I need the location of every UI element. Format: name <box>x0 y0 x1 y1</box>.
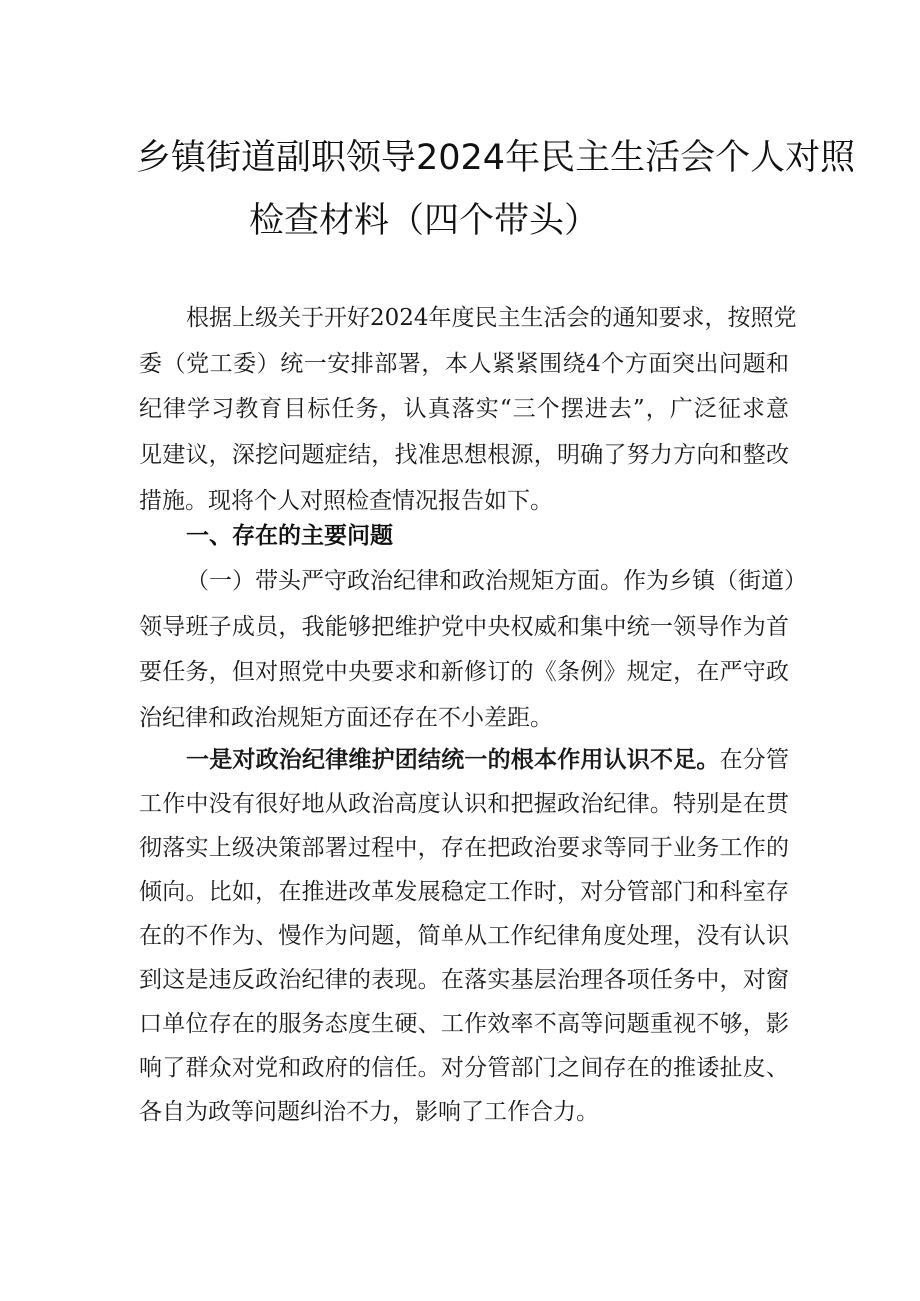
point-one-line: 口单位存在的服务态度生硬、工作效率不高等问题重视不够，影 <box>139 1011 789 1037</box>
point-one-line: 彻落实上级决策部署过程中，存在把政治要求等同于业务工作的 <box>139 835 789 861</box>
intro-line: 措施。现将个人对照检查情况报告如下。 <box>139 488 553 514</box>
intro-line: 纪律学习教育目标任务，认真落实“三个摆进去”，广泛征求意 <box>139 396 789 422</box>
point-one-heading: 一是对政治纪律维护团结统一的根本作用认识不足。 <box>186 746 720 773</box>
point-one-first-line <box>186 745 789 775</box>
point-one-line: 倾向。比如，在推进改革发展稳定工作时，对分管部门和科室存 <box>139 879 789 905</box>
point-one-line: 在的不作为、慢作为问题，简单从工作纪律角度处理，没有认识 <box>139 923 789 949</box>
point-one-line: 响了群众对党和政府的信任。对分管部门之间存在的推诿扯皮、 <box>139 1055 789 1081</box>
subsection-line: 要任务，但对照党中央要求和新修订的《条例》规定，在严守政 <box>139 659 789 685</box>
subsection-line: 治纪律和政治规矩方面还存在不小差距。 <box>139 705 553 731</box>
intro-line: 根据上级关于开好2024年度民主生活会的通知要求，按照党 <box>186 305 797 331</box>
document-title-line-1: 乡镇街道副职领导2024年民主生活会个人对照 <box>136 138 856 178</box>
point-one-first-tail: 在分管 <box>719 747 790 773</box>
point-one-line: 各自为政等问题纠治不力，影响了工作合力。 <box>139 1099 599 1125</box>
subsection-line: （一）带头严守政治纪律和政治规矩方面。作为乡镇（街道） <box>186 568 807 594</box>
intro-line: 见建议，深挖问题症结，找准思想根源，明确了努力方向和整改 <box>139 442 789 468</box>
subsection-line: 领导班子成员，我能够把维护党中央权威和集中统一领导作为首 <box>139 614 789 640</box>
point-one-line: 到这是违反政治纪律的表现。在落实基层治理各项任务中，对窗 <box>139 967 789 993</box>
intro-line: 委（党工委）统一安排部署，本人紧紧围绕4个方面突出问题和 <box>139 351 789 377</box>
point-one-line: 工作中没有很好地从政治高度认识和把握政治纪律。特别是在贯 <box>139 791 789 817</box>
section-heading: 一、存在的主要问题 <box>186 522 393 549</box>
document-title-line-2: 检查材料（四个带头） <box>249 201 600 241</box>
